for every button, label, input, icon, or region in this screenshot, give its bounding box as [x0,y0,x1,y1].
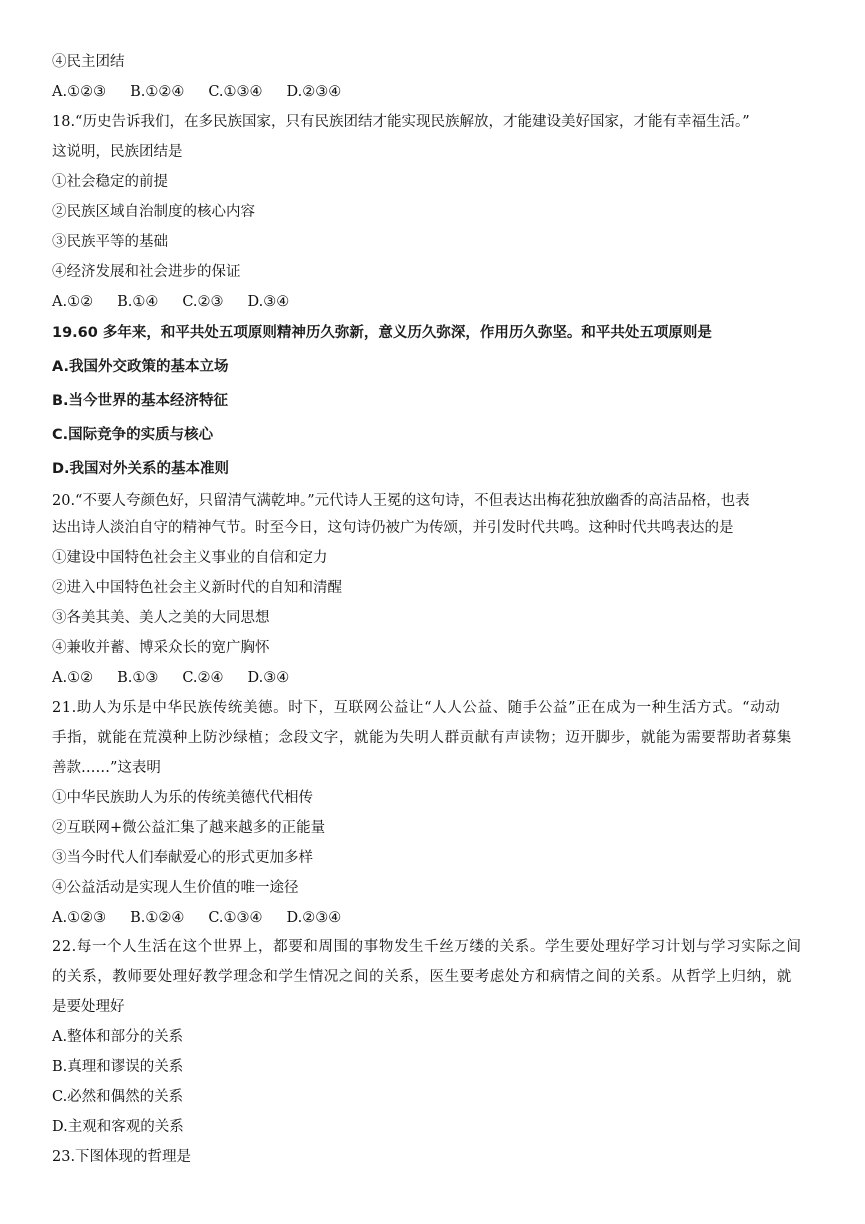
q17-option-a: A.①②③ [52,84,107,100]
q20-options [52,668,289,688]
q21-option-b: B.①②④ [130,910,185,926]
q21-option-d: D.②③④ [286,910,342,926]
q20-option-a: A.①② [52,670,94,686]
q22-option-b: B.真理和谬误的关系 [52,1059,184,1075]
q21-stem-line-2: 手指，就能在荒漠种上防沙绿植；念段文字，就能为失明人群贡献有声读物；迈开脚步，就能为需要帮助者募集 [52,730,792,746]
q17-option-c: C.①③④ [208,84,263,100]
q18-options [52,292,289,312]
q22-option-d: D.主观和客观的关系 [52,1119,184,1135]
q21-item-1: ①中华民族助人为乐的传统美德代代相传 [52,790,313,806]
q21-stem-line-3: 善款……”这表明 [52,760,161,776]
q17-option-b: B.①②④ [130,84,185,100]
q20-item-3: ③各美其美、美人之美的大同思想 [52,610,270,626]
q17-option-d: D.②③④ [286,84,342,100]
q20-item-2: ②进入中国特色社会主义新时代的自知和清醒 [52,580,342,596]
q18-item-1: ①社会稳定的前提 [52,174,168,190]
q20-option-c: C.②④ [182,670,224,686]
q19-option-b: B.当今世界的基本经济特征 [52,393,229,409]
q21-options [52,908,341,928]
q21-item-2: ②互联网+微公益汇集了越来越多的正能量 [52,820,326,836]
q21-option-c: C.①③④ [208,910,263,926]
q21-stem-line-1: 21.助人为乐是中华民族传统美德。时下，互联网公益让“人人公益、随手公益”正在成为一种生活方式。“动动 [52,700,781,716]
q22-stem-line-3: 是要处理好 [52,999,125,1015]
q18-stem-line-1: 18.“历史告诉我们，在多民族国家，只有民族团结才能实现民族解放，才能建设美好国家，才能有幸福生活。” [52,114,750,130]
q20-option-d: D.③④ [247,670,290,686]
q18-item-3: ③民族平等的基础 [52,234,168,250]
q22-option-c: C.必然和偶然的关系 [52,1089,184,1105]
q20-item-1: ①建设中国特色社会主义事业的自信和定力 [52,550,328,566]
q22-stem-line-1: 22.每一个人生活在这个世界上，都要和周围的事物发生千丝万缕的关系。学生要处理好学习计划与学习实际之间 [52,939,802,955]
q18-option-b: B.①④ [117,294,159,310]
q23-stem: 23.下图体现的哲理是 [52,1149,192,1165]
q18-item-4: ④经济发展和社会进步的保证 [52,264,241,280]
q18-item-2: ②民族区域自治制度的核心内容 [52,204,255,220]
q20-stem-line-2: 达出诗人淡泊自守的精神气节。时至今日，这句诗仍被广为传颂，并引发时代共鸣。这种时代共鸣表达的是 [52,520,734,536]
q21-item-4: ④公益活动是实现人生价值的唯一途径 [52,880,299,896]
q17-options [52,82,341,102]
q18-option-a: A.①② [52,294,94,310]
q22-stem-line-2: 的关系，教师要处理好教学理念和学生情况之间的关系，医生要考虑处方和病情之间的关系。从哲学上归纳，就 [52,969,792,985]
q19-stem: 19.60 多年来，和平共处五项原则精神历久弥新，意义历久弥深，作用历久弥坚。和平共处五项原则是 [52,325,712,341]
q21-item-3: ③当今时代人们奉献爱心的形式更加多样 [52,850,313,866]
q20-stem-line-1: 20.“不要人夸颜色好，只留清气满乾坤。”元代诗人王冕的这句诗，不但表达出梅花独放幽香的高洁品格，也表 [52,493,750,509]
q18-option-d: D.③④ [247,294,290,310]
q19-option-d: D.我国对外关系的基本准则 [52,461,230,477]
q19-option-c: C.国际竞争的实质与核心 [52,427,214,443]
q18-stem-line-2: 这说明，民族团结是 [52,144,183,160]
q20-item-4: ④兼收并蓄、博采众长的宽广胸怀 [52,640,270,656]
q20-option-b: B.①③ [117,670,159,686]
q18-option-c: C.②③ [182,294,224,310]
q17-item-4: ④民主团结 [52,54,125,70]
q22-option-a: A.整体和部分的关系 [52,1029,184,1045]
q19-option-a: A.我国外交政策的基本立场 [52,359,229,375]
q21-option-a: A.①②③ [52,910,107,926]
